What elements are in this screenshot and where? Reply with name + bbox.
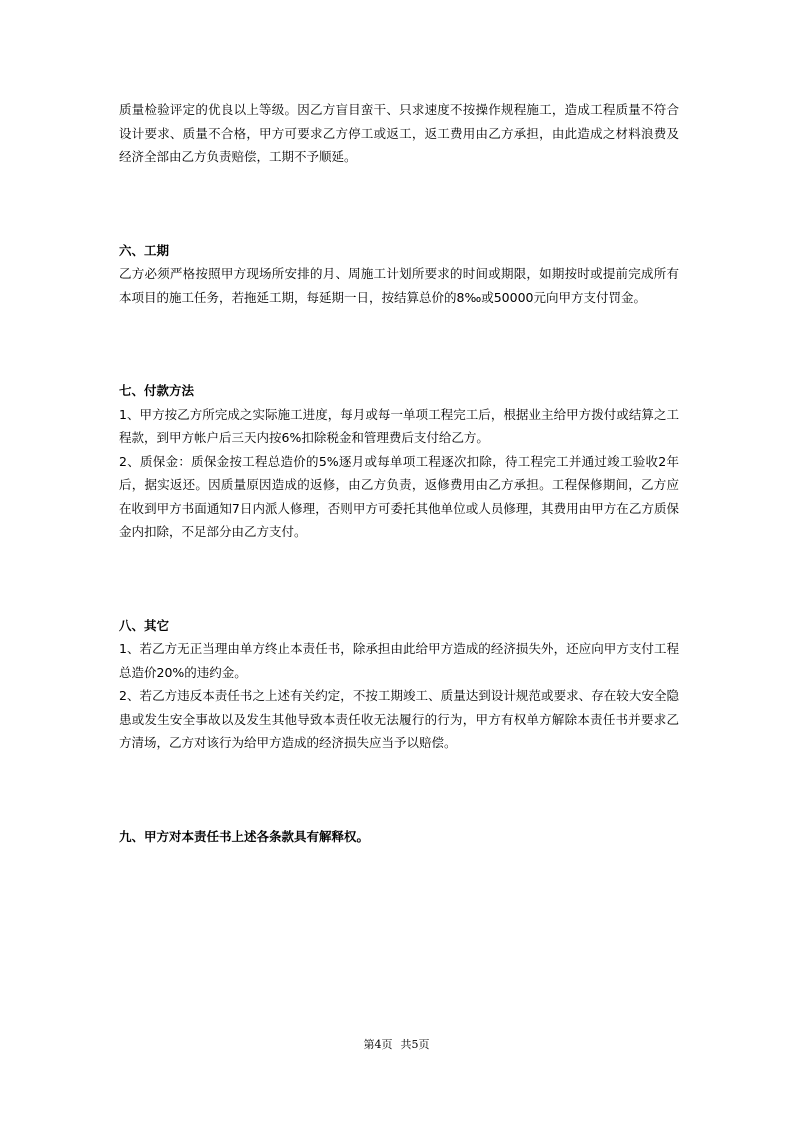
section-payment <box>119 379 679 544</box>
intro-paragraph: 质量检验评定的优良以上等级。因乙方盲目蛮干、只求速度不按操作规程施工，造成工程质量不符合设计要求、质量不合格，甲方可要求乙方停工或返工，返工费用由乙方承担，由此造成之材料浪费及经济全部由乙方负责赔偿，工期不予顺延。 <box>119 102 679 164</box>
section-heading: 九、甲方对本责任书上述各条款具有解释权。 <box>119 828 370 844</box>
page-footer <box>0 1036 793 1052</box>
document-body <box>119 98 679 848</box>
section-heading: 八、其它 <box>119 617 170 633</box>
section-paragraph: 1、若乙方无正当理由单方终止本责任书，除承担由此给甲方造成的经济损失外，还应向甲方支付工程总造价20%的违约金。 <box>119 641 679 680</box>
section-other <box>119 614 679 755</box>
page-number-total: 共5页 <box>400 1038 430 1051</box>
section-heading: 七、付款方法 <box>119 383 195 398</box>
section-paragraph: 2、若乙方违反本责任书之上述有关约定，不按工期竣工、质量达到设计规范或要求、存在较大安全隐患或发生安全事故以及发生其他导致本责任收无法履行的行为，甲方有权单方解除本责任书并要求乙方清场，乙方对该行为给甲方造成的经济损失应当予以赔偿。 <box>119 688 679 750</box>
section-paragraph: 2、质保金：质保金按工程总造价的5%逐月或每单项工程逐次扣除，待工程完工并通过竣工验收2年后，据实返还。因质量原因造成的返修，由乙方负责，返修费用由乙方承担。工程保修期间，乙方应在收到甲方书面通知7日内派人修理，否则甲方可委托其他单位或人员修理，其费用由甲方在乙方质保金内扣除，不足部分由乙方支付。 <box>119 453 679 539</box>
section-paragraph: 1、甲方按乙方所完成之实际施工进度，每月或每一单项工程完工后，根据业主给甲方拨付或结算之工程款，到甲方帐户后三天内按6%扣除税金和管理费后支付给乙方。 <box>119 406 679 445</box>
section-schedule <box>119 239 679 310</box>
section-interpretation <box>119 825 679 849</box>
section-heading: 六、工期 <box>119 242 170 258</box>
section-paragraph: 乙方必须严格按照甲方现场所安排的月、周施工计划所要求的时间或期限，如期按时或提前完成所有本项目的施工任务，若拖延工期，每延期一日，按结算总价的8‰或50000元向甲方支付罚金。 <box>119 266 679 305</box>
page-number-current: 第4页 <box>363 1038 393 1051</box>
